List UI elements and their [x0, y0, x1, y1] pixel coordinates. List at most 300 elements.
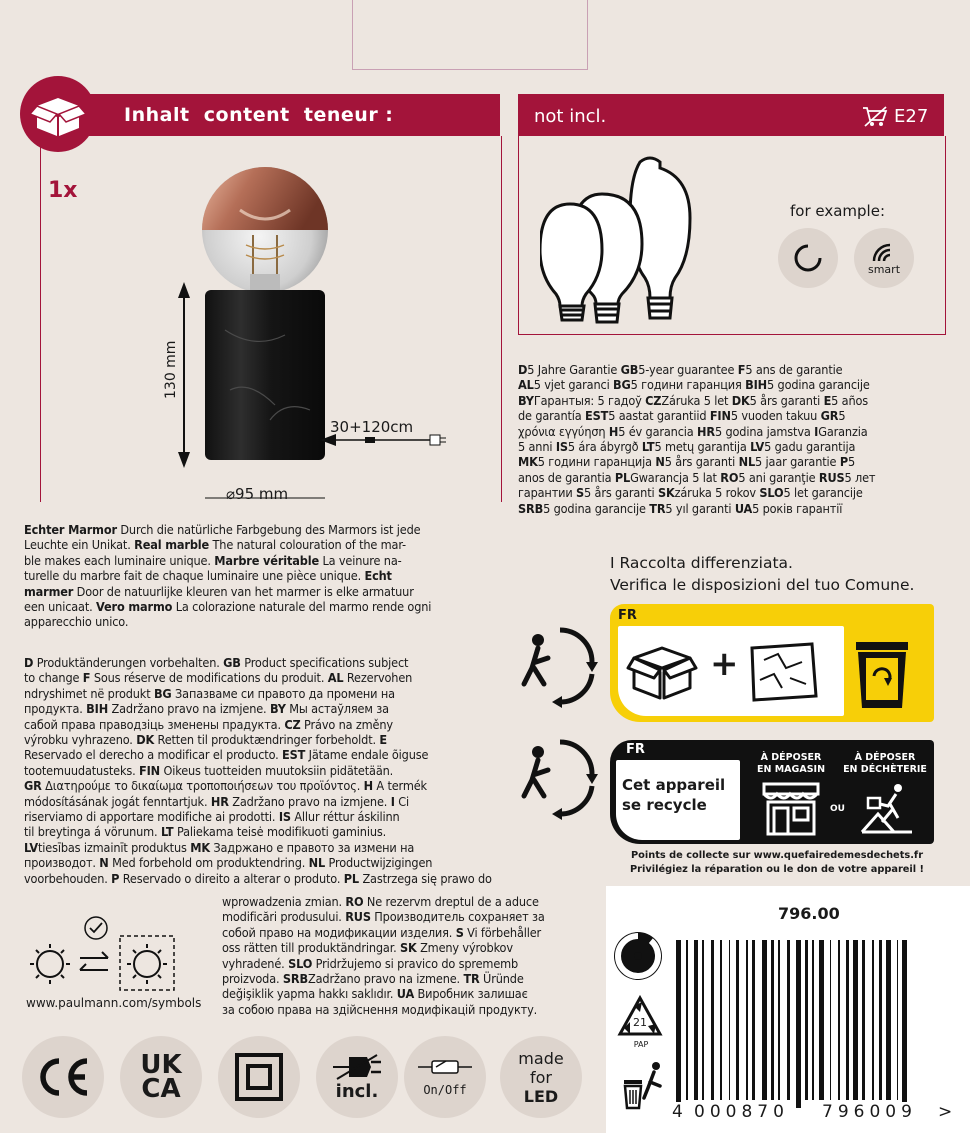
line-text: 5 ára ábyrgð [567, 439, 642, 455]
bin-person-icon [620, 1058, 664, 1112]
barcode-bar [853, 940, 858, 1100]
text-line [222, 971, 596, 986]
line-text: Reservado el derecho a modificar el producto. [24, 747, 283, 763]
bold-code: SRB [518, 500, 544, 516]
height-label: 130 mm [163, 340, 179, 399]
dimmer-icon-circle [778, 228, 838, 288]
line-text: anos de garantia [518, 469, 615, 485]
package-icon-circle [20, 76, 96, 152]
line-text: 5 års garanti [749, 392, 824, 408]
bold-code: RO [345, 894, 364, 909]
barcode-bar [752, 940, 755, 1100]
line-text: Мы астаўляем за [285, 701, 389, 717]
text-line [518, 408, 944, 423]
country-fr-label-1: FR [618, 608, 637, 623]
line-text: Vi förbehåller [463, 924, 542, 940]
bold-code: H [363, 778, 373, 794]
line-text: modificări produsului. [222, 909, 346, 925]
barcode-bar [771, 940, 774, 1100]
line-text: ble makes each luminaire unique. [24, 552, 215, 568]
line-text: Durch die natürliche Farbgebung des Marmors ist jede [116, 522, 421, 537]
bold-code: FIN [709, 408, 731, 424]
bold-code: Echter Marmor [24, 522, 117, 537]
country-fr-label-2: FR [626, 742, 645, 757]
text-line [24, 670, 596, 685]
text-line [222, 956, 596, 971]
box-icon [626, 640, 698, 702]
bold-code: E [379, 732, 387, 748]
barcode-bar [812, 940, 814, 1100]
line-text: oss rätten till produktändringar. [222, 940, 400, 956]
line-text: La colorazione naturale del marmo rende ogni [172, 599, 432, 615]
barcode-group-2: 796009 [822, 1102, 917, 1122]
text-line [24, 747, 596, 762]
symbols-url[interactable]: www.paulmann.com/symbols [26, 996, 202, 1010]
smart-icon-circle [854, 228, 914, 288]
ce-mark-circle [22, 1036, 104, 1118]
top-outline [352, 0, 588, 70]
barcode-bar [729, 940, 731, 1100]
line-text: Производитель сохраняет за [370, 909, 545, 925]
onoff-circle [404, 1036, 486, 1118]
line-text: 5 gadu garantija [764, 439, 856, 455]
line-text: 5 anni [518, 439, 556, 455]
for-example-label: for example: [790, 202, 886, 220]
bold-code: BG [613, 377, 631, 393]
bold-code: UA [734, 500, 753, 516]
line-text: apparecchio unico. [24, 614, 129, 630]
barcode-bar [862, 940, 865, 1100]
bold-code: SLO [759, 485, 784, 501]
text-line [24, 599, 508, 614]
bold-code: TR [463, 971, 480, 987]
decheterie-line-1: À DÉPOSER [854, 752, 916, 763]
line-text: módosításának jogát fenntartjuk. [24, 793, 211, 809]
text-line [24, 732, 596, 747]
bold-code: PL [614, 469, 631, 485]
text-line [518, 454, 944, 469]
guarantee-text [518, 362, 944, 516]
text-line [24, 840, 596, 855]
line-text: Retten til produktændringer forbeholdt. [154, 732, 380, 748]
bold-code: SK [657, 485, 675, 501]
line-text: 5 vjet garanci [533, 377, 614, 393]
bold-code: P [839, 454, 848, 470]
barcode-bar [694, 940, 699, 1100]
bold-code: Real marble [134, 537, 210, 553]
text-line [24, 537, 508, 552]
triman-icon-2 [520, 736, 600, 820]
content-header-title: Inhalt content teneur : [124, 104, 394, 126]
product-change-text-cont [222, 894, 596, 1017]
marble-text [24, 522, 508, 630]
led-label: LED [523, 1086, 559, 1106]
line-text: tiesības izmainīt produktus [37, 839, 191, 855]
line-text: Ne rezervm dreptul de a aduce [363, 894, 539, 909]
bold-code: MK [518, 454, 538, 470]
line-text: Oikeus tuotteiden muutoksiin pidätetään. [160, 762, 394, 778]
barcode-bar [872, 940, 874, 1100]
wifi-icon [871, 241, 897, 263]
line-text: 5 [838, 408, 846, 424]
text-line [24, 871, 596, 886]
italy-line-1: I Raccolta differenziata. [610, 554, 793, 572]
bold-code: GB [620, 362, 639, 377]
line-text: turelle du marbre fait de chaque luminaire une pièce unique. [24, 568, 365, 584]
bold-code: F [737, 362, 746, 377]
text-line [222, 925, 596, 940]
cart-icon [862, 106, 888, 128]
appareil-line-1: Cet appareil [622, 776, 726, 794]
text-line [24, 809, 596, 824]
class-ii-icon [234, 1052, 284, 1102]
bulbs-illustration [540, 154, 740, 330]
line-text: de garantía [518, 408, 586, 424]
text-line [518, 377, 944, 392]
bold-code: BIH [86, 701, 109, 717]
line-text: Paliekama teisė modifikuoti gaminius. [173, 824, 387, 840]
text-line [222, 986, 596, 1001]
recycling-material: PAP [633, 1040, 649, 1049]
line-text: 5 yıl garanti [665, 500, 735, 516]
line-text: собой право на модификации изделия. [222, 924, 456, 940]
text-line [24, 701, 596, 716]
bold-code: NL [738, 454, 756, 470]
text-line [222, 940, 596, 955]
line-text: een unicaat. [24, 599, 97, 615]
line-text: ndryshimet në produkt [24, 685, 154, 701]
text-line [24, 522, 508, 537]
line-text: производот. [24, 855, 100, 871]
line-text: Reservado o direito a alterar o produto. [119, 870, 344, 886]
barcode-end-mark: > [938, 1102, 953, 1122]
line-text: Záruka 5 let [661, 392, 732, 408]
onoff-label: On/Off [423, 1083, 467, 1097]
barcode-first-digit: 4 [672, 1102, 683, 1122]
bold-code: Marbre véritable [214, 552, 319, 568]
text-line [24, 824, 596, 839]
bold-code: SK [399, 940, 417, 956]
line-text: výrobku vyhrazeno. [24, 732, 137, 748]
collection-note-line-2: Privilégiez la réparation ou le don de votre appareil ! [629, 864, 925, 875]
ou-label: OU [830, 804, 845, 814]
line-text: záruka 5 rokov [674, 485, 760, 501]
for-label: for [530, 1067, 552, 1087]
barcode-bar [879, 940, 882, 1100]
text-line [24, 855, 596, 870]
line-text: Гарантыя: 5 гадоў [533, 392, 646, 408]
ukca-mark-circle [120, 1036, 202, 1118]
bold-code: H [608, 423, 619, 439]
text-line [222, 1002, 596, 1017]
paper-icon [744, 640, 820, 702]
line-text: 5 [847, 454, 856, 470]
bold-code: N [99, 855, 109, 871]
magasin-line-1: À DÉPOSER [760, 752, 822, 763]
bold-code: HR [697, 423, 715, 439]
line-text: 5 Jahre Garantie [527, 362, 621, 377]
line-text: Zadržano pravo na izmjene. [108, 701, 270, 717]
made-for-led-circle [500, 1036, 582, 1118]
bold-code: F [82, 670, 91, 686]
line-text: Garanzia [818, 423, 868, 439]
line-text: Zastrzega się prawo do [359, 870, 492, 886]
made-label: made [518, 1048, 564, 1068]
barcode-bar [711, 940, 714, 1100]
class-ii-circle [218, 1036, 300, 1118]
line-text: voorbehouden. [24, 870, 112, 886]
decheterie-line-2: EN DÉCHÈTERIE [843, 764, 927, 775]
line-text: 5 godina garancije [543, 500, 650, 516]
bold-code: MK [190, 839, 210, 855]
bold-code: CZ [284, 716, 301, 732]
bold-code: IS [278, 809, 291, 825]
dump-icon [858, 780, 916, 836]
plug-icon [329, 1053, 385, 1081]
line-text: değişiklik yapma hakkı saklıdır. [222, 986, 397, 1002]
line-text: proizvoda. [222, 971, 283, 987]
text-line [222, 894, 596, 909]
line-text: 5 років гарантії [752, 500, 843, 516]
bold-code: I [814, 423, 819, 439]
barcode-bar [762, 940, 767, 1100]
bold-code: LT [160, 824, 174, 840]
bold-code: GR [24, 778, 42, 794]
text-line [518, 501, 944, 516]
bold-code: SLO [288, 955, 313, 971]
line-text: til breytinga á vörunum. [24, 824, 161, 840]
barcode-bar [796, 940, 801, 1108]
line-text: 5 години гаранција [537, 454, 656, 470]
collection-note-line-1: Points de collecte sur www.quefairedemesdechets.fr [630, 850, 924, 861]
barcode-bar [886, 940, 891, 1100]
barcode-bar [778, 940, 780, 1100]
bold-code: RUS [818, 469, 845, 485]
line-text: 5 års garanti [664, 454, 739, 470]
bold-code: PL [343, 870, 359, 886]
barcode-bar [897, 940, 899, 1100]
bold-code: HR [210, 793, 229, 809]
line-text: 5 év garancia [618, 423, 698, 439]
switch-icon [416, 1057, 474, 1077]
text-line [518, 393, 944, 408]
text-line [518, 424, 944, 439]
bold-code: P [111, 870, 120, 886]
barcode-bar [902, 940, 907, 1108]
line-text: Διατηρούμε το δικαίωμα τροποποιήσεων του προϊόντος. [41, 778, 364, 794]
line-text: Právo na změny [300, 716, 393, 732]
line-text: 5-year guarantee [638, 362, 738, 377]
line-text: Allur réttur áskilinn [290, 809, 400, 825]
recycling-bin-icon [852, 630, 912, 714]
green-dot-icon [612, 930, 664, 982]
line-text: 5 años [831, 392, 869, 408]
line-text: 5 години гаранция [630, 377, 746, 393]
barcode-bar [676, 940, 681, 1108]
line-text: χρόνια εγγύηση [518, 423, 609, 439]
article-number: 796.00 [778, 904, 840, 923]
quantity-label: 1x [48, 178, 78, 203]
line-text: Gwarancja 5 lat [630, 469, 721, 485]
barcode-bar [838, 940, 840, 1100]
bold-code: LV [750, 439, 765, 455]
bold-code: D [24, 655, 34, 670]
line-text: Zmeny výrobkov [416, 940, 513, 956]
magasin-line-2: EN MAGASIN [756, 764, 826, 775]
bold-code: TR [649, 500, 666, 516]
product-change-text [24, 655, 596, 886]
line-text: Product specifications subject [240, 655, 409, 670]
barcode-bar [686, 940, 688, 1100]
bold-code: DK [136, 732, 155, 748]
bold-code: E [823, 392, 832, 408]
line-text: Запазваме си правото да промени на [171, 685, 395, 701]
text-line [24, 553, 508, 568]
line-text: 5 vuoden takuu [730, 408, 821, 424]
line-text: 5 ans de garantie [745, 362, 843, 377]
bold-code: CZ [645, 392, 662, 408]
line-text: wprowadzenia zmian. [222, 894, 346, 909]
bold-code: GB [223, 655, 241, 670]
barcode-bar [787, 940, 790, 1100]
ce-mark-icon [35, 1057, 91, 1097]
bold-code: BIH [745, 377, 768, 393]
bold-code: I [390, 793, 395, 809]
bold-code: AL [327, 670, 344, 686]
line-text: 5 jaar garantie [755, 454, 840, 470]
package-icon [20, 76, 96, 152]
line-text: Leuchte ein Unikat. [24, 537, 135, 553]
plus-icon: + [710, 644, 739, 684]
line-text: Sous réserve de modifications du produit. [90, 670, 328, 686]
italy-line-2: Verifica le disposizioni del tuo Comune. [610, 576, 915, 594]
line-text: Jätame endale õiguse [305, 747, 429, 763]
line-text: за собою права на здійснення модифікацій продукту. [222, 1001, 538, 1017]
bold-code: BG [153, 685, 172, 701]
incl-label: incl. [335, 1080, 379, 1102]
line-text: Productwijzigingen [325, 855, 433, 871]
bold-code: Echt [364, 568, 392, 584]
bold-code: RO [720, 469, 739, 485]
bold-code: D [518, 362, 528, 377]
barcode-group-1: 000870 [694, 1102, 789, 1122]
line-text: 5 metų garantija [654, 439, 751, 455]
ukca-line-1: UK [140, 1050, 182, 1080]
bold-code: marmer [24, 583, 74, 599]
bold-code: AL [518, 377, 534, 393]
text-line [24, 794, 596, 809]
bold-code: GR [820, 408, 839, 424]
barcode-bar [805, 940, 808, 1100]
line-text: Zadržano pravo na izmene. [308, 971, 464, 987]
barcode-bar [830, 940, 832, 1100]
line-text: Med forbehold om produktendring. [108, 855, 309, 871]
line-text: Виробник залишає [414, 986, 528, 1002]
text-line [24, 686, 596, 701]
line-text: Rezervohen [343, 670, 413, 686]
line-text: La veinure na- [319, 552, 402, 568]
bold-code: EST [282, 747, 306, 763]
text-line [24, 614, 508, 629]
text-line [24, 568, 508, 583]
line-text: продукта. [24, 701, 87, 717]
line-text: The natural colouration of the mar- [209, 537, 406, 553]
line-text: гарантии [518, 485, 577, 501]
socket-label: E27 [894, 106, 929, 127]
line-text: riserviamo di apportare modifiche ai prodotti. [24, 809, 279, 825]
dimmer-icon [792, 242, 824, 274]
text-line [518, 439, 944, 454]
bold-code: LV [24, 839, 38, 855]
line-text: Задржано е правото за измени на [209, 839, 415, 855]
line-text: vyhradené. [222, 955, 289, 971]
bold-code: S [455, 924, 464, 940]
bold-code: NL [308, 855, 326, 871]
line-text: Pridržujemo si pravico do sprememb [312, 955, 519, 971]
line-text: 5 års garanti [584, 485, 658, 501]
lamp-illustration [150, 150, 470, 510]
text-line [24, 763, 596, 778]
barcode-bar [702, 940, 704, 1100]
dimmable-switch-icon [28, 912, 188, 994]
text-line [24, 717, 596, 732]
line-text: Produktänderungen vorbehalten. [33, 655, 224, 670]
ukca-line-2: CA [141, 1074, 181, 1104]
shop-icon [760, 780, 822, 836]
text-line [24, 778, 596, 793]
bold-code: DK [731, 392, 750, 408]
line-text: 5 godina garancije [767, 377, 870, 393]
recycling-code: 21 [633, 1016, 647, 1029]
line-text: to change [24, 670, 83, 686]
line-text: A termék [372, 778, 427, 794]
bold-code: Vero marmo [96, 599, 173, 615]
not-included-title: not incl. [534, 106, 607, 127]
cable-label: 30+120cm [330, 418, 414, 436]
bold-code: RUS [345, 909, 371, 925]
smart-label: smart [867, 262, 901, 276]
text-line [24, 655, 596, 670]
text-line [222, 909, 596, 924]
triman-icon [520, 624, 600, 708]
line-text: 5 godina jamstva [714, 423, 815, 439]
bold-code: FIN [139, 762, 161, 778]
barcode-bar [720, 940, 722, 1100]
barcode-bars [676, 940, 936, 1100]
line-text: 5 aastat garantiid [608, 408, 710, 424]
line-text: сабой права праводзіць зменены прадукта. [24, 716, 285, 732]
barcode-bar [736, 940, 739, 1100]
appareil-line-2: se recycle [622, 796, 707, 814]
bold-code: SRB [282, 971, 308, 987]
line-text: 5 ani garanţie [738, 469, 819, 485]
text-line [518, 362, 944, 377]
barcode-bar [746, 940, 748, 1100]
barcode-bar [846, 940, 849, 1100]
bold-code: EST [585, 408, 609, 424]
bold-code: BY [269, 701, 286, 717]
text-line [24, 584, 508, 599]
text-line [518, 485, 944, 500]
line-text: tootemuudatusteks. [24, 762, 140, 778]
line-text: Door de natuurlijke kleuren van het marmer is elke armatuur [73, 583, 414, 599]
diameter-label: ⌀95 mm [226, 485, 289, 503]
plug-incl-circle [316, 1036, 398, 1118]
bold-code: UA [396, 986, 415, 1002]
barcode-bar [819, 940, 824, 1100]
line-text: Zadržano pravo na izmjene. [228, 793, 391, 809]
bold-code: LT [641, 439, 655, 455]
